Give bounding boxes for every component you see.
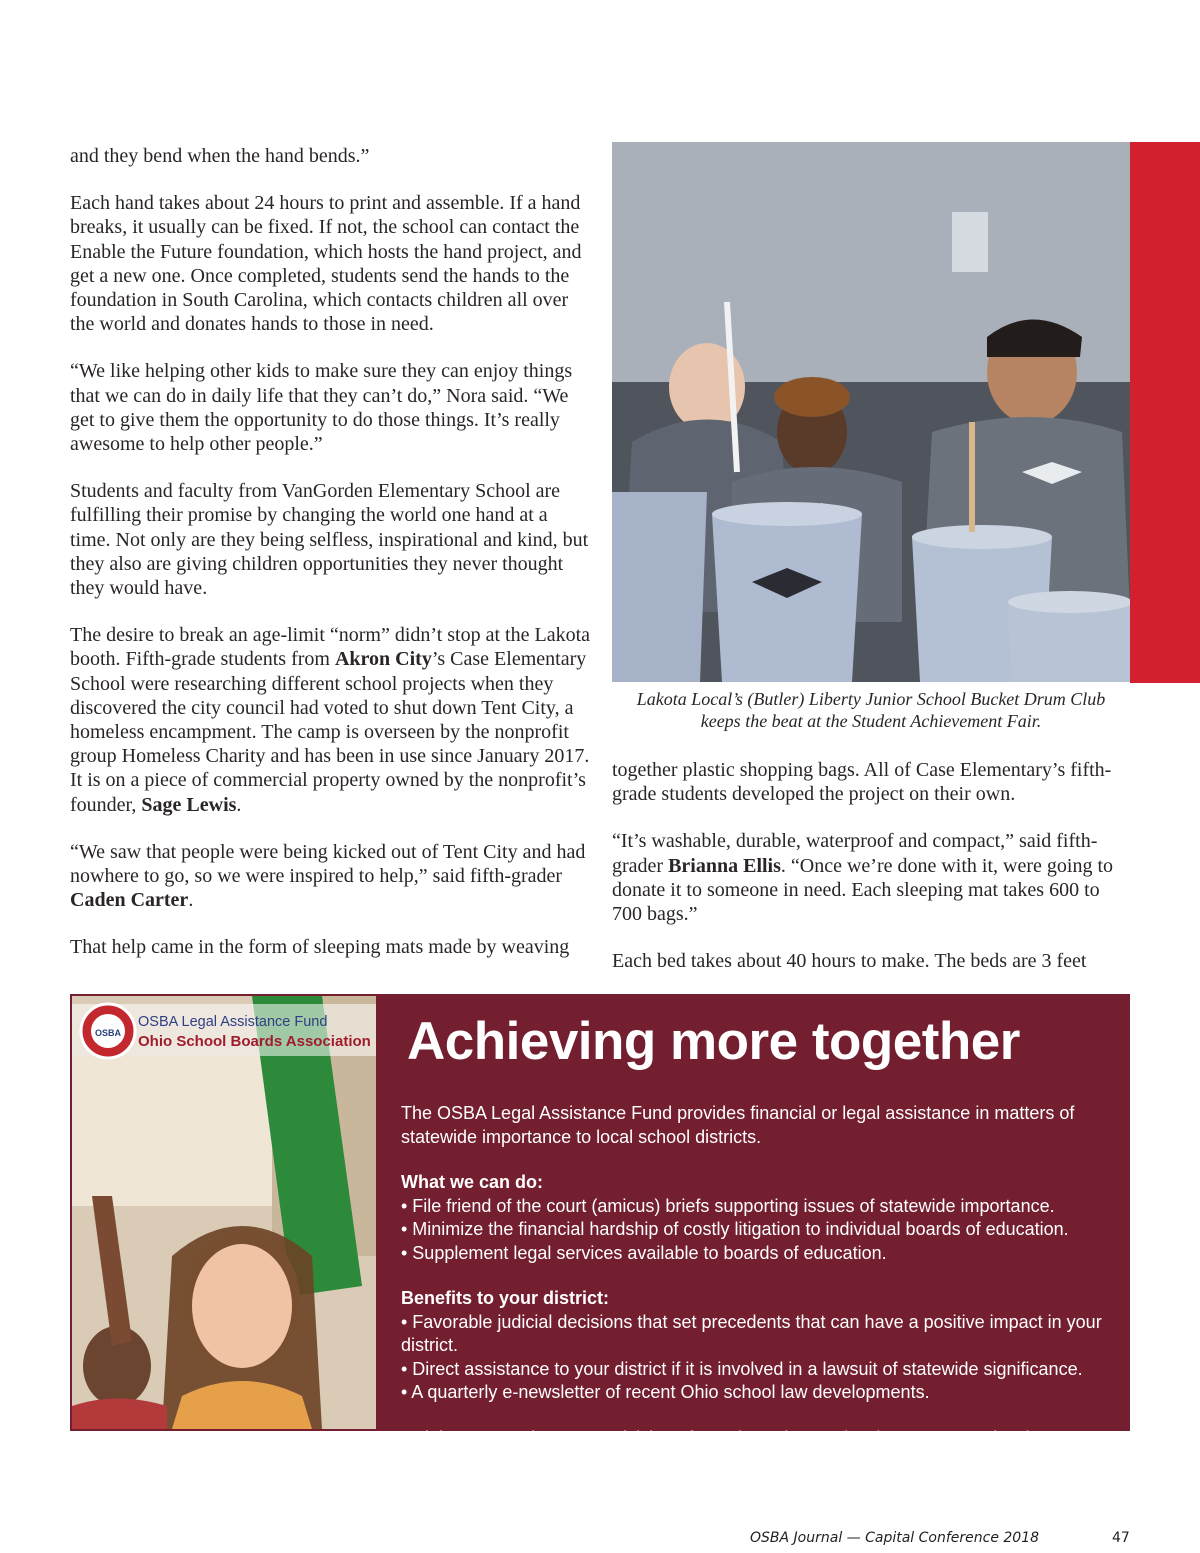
article-right-column [612, 758, 1132, 996]
classroom-illustration [72, 996, 376, 1429]
ad-intro: The OSBA Legal Assistance Fund provides financial or legal assistance in matters of statewide importance to local school districts. [401, 1103, 1075, 1147]
accent-red-bar [1130, 142, 1200, 683]
article-paragraph: “We saw that people were being kicked out of Tent City and had nowhere to go, so we were inspired to help,” said fifth-grader Caden Carter. [70, 840, 586, 912]
what-we-can-do-heading: What we can do: [401, 1172, 544, 1192]
name-caden-carter: Caden Carter [70, 889, 189, 912]
osba-seal-text: OSBA [94, 1028, 122, 1038]
article-paragraph: Each bed takes about 40 hours to make. The beds are 3 feet [612, 950, 1087, 973]
list-item: • A quarterly e-newsletter of recent Ohio school law developments. [401, 1382, 930, 1402]
list-item: • Minimize the financial hardship of costly litigation to individual boards of education. [401, 1219, 1069, 1239]
logo-line-1: OSBA Legal Assistance Fund [138, 1014, 328, 1030]
name-akron-city: Akron City [334, 648, 432, 671]
article-paragraph: and they bend when the hand bends.” [70, 145, 370, 167]
article-paragraph: Each hand takes about 24 hours to print and assemble. If a hand breaks, it usually can be fixed. If not, the school can contact the Enable the Future foundation, which hosts the hand project, and get a new one. Once completed, students send the hands to the foundation in South Carolina, which contacts children all over the world and donates hands to those in need. [70, 192, 582, 336]
list-item: • Supplement legal services available to boards of education. [401, 1242, 887, 1263]
list-item: • File friend of the court (amicus) briefs supporting issues of statewide importance. [401, 1195, 1055, 1216]
list-item: • Favorable judicial decisions that set precedents that can have a positive impact in your district. [401, 1311, 1102, 1355]
article-paragraph: together plastic shopping bags. All of Case Elementary’s fifth-grade students developed the project on their own. [612, 759, 1112, 806]
list-item: • Direct assistance to your district if it is involved in a lawsuit of statewide significance. [401, 1358, 1083, 1379]
benefits-heading: Benefits to your district: [401, 1288, 610, 1308]
name-brianna-ellis: Brianna Ellis [668, 854, 781, 877]
contact-info: To join, contact the OSBA Division of Legal Services at (614) 540-4000 or (800) 589-OSBA. [401, 1427, 1074, 1471]
article-paragraph: Students and faculty from VanGorden Elementary School are fulfilling their promise by changing the world one hand at a time. Not only are they being selfless, inspirational and kind, but they also are giving children opportunities they never thought they would have. [70, 480, 589, 600]
name-sage-lewis: Sage Lewis [141, 793, 237, 816]
page-number: 47 [1112, 1530, 1130, 1546]
journal-footer: OSBA Journal — Capital Conference 2018 [750, 1530, 1040, 1546]
drummers-illustration [612, 142, 1130, 682]
osba-advertisement [70, 994, 1130, 1471]
ad-content [401, 1006, 1116, 1496]
article-paragraph: The desire to break an age-limit “norm” didn’t stop at the Lakota booth. Fifth-grade students from Akron City’s Case Elementary School were researching different school projects when they discovered the city council had voted to shut down Tent City, a homeless encampment. The camp is overseen by the nonprofit group Homeless Charity and has been in use since January 2017. It is on a piece of commercial property owned by the nonprofit’s founder, Sage Lewis. [70, 624, 591, 816]
ad-headline: Achieving more together [407, 1012, 1020, 1071]
bucket-drum-photo [612, 142, 1130, 682]
article-paragraph: That help came in the form of sleeping mats made by weaving [70, 936, 570, 959]
students-raising-hands-photo [72, 996, 376, 1429]
article-paragraph: “It’s washable, durable, waterproof and compact,” said fifth-grader Brianna Ellis. “Once we’re done with it, were going to donate it to someone in need. Each sleeping mat takes 600 to 700 bags.” [612, 830, 1113, 926]
article-paragraph: “We like helping other kids to make sure they can enjoy things that we can do in daily life that they can’t do,” Nora said. “We get to give them the opportunity to do those things. It’s really awesome to help other people.” [70, 360, 573, 456]
logo-line-2: Ohio School Boards Association [138, 1033, 371, 1050]
article-left-column [70, 144, 592, 983]
photo-caption: Lakota Local’s (Butler) Liberty Junior School Bucket Drum Club keeps the beat at the Student Achievement Fair. [636, 689, 1106, 731]
